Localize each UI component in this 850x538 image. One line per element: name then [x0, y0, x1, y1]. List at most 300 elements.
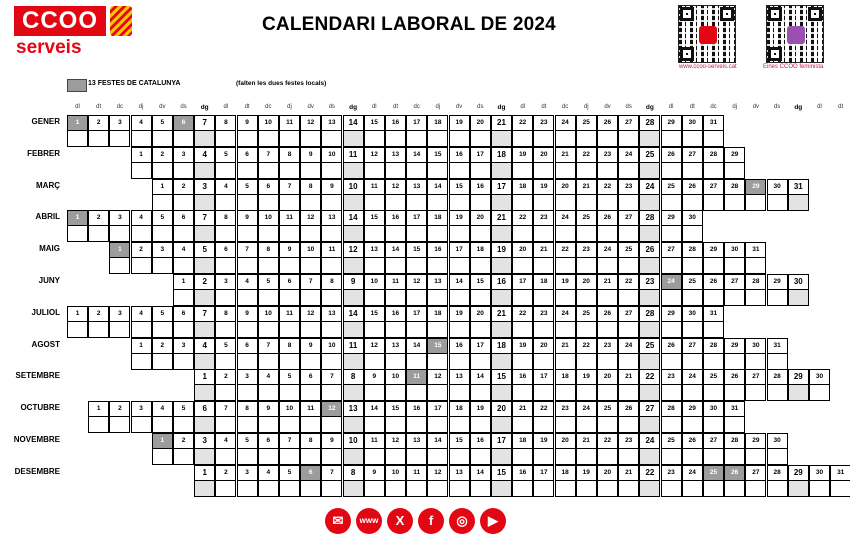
day-cell	[618, 179, 639, 211]
day-note-box	[215, 162, 236, 179]
day-number: 21	[491, 115, 512, 131]
day-number: 5	[173, 401, 194, 417]
day-number: 19	[491, 242, 512, 258]
day-note-box	[427, 480, 448, 497]
day-note-box	[279, 480, 300, 497]
day-number: 2	[173, 179, 194, 195]
day-cell	[682, 433, 703, 465]
day-cell	[364, 242, 385, 274]
day-note-box	[703, 480, 724, 497]
day-note-box	[364, 225, 385, 242]
day-note-box	[597, 289, 618, 306]
day-note-box	[618, 130, 639, 147]
day-cell	[237, 274, 258, 306]
day-cell	[597, 306, 618, 338]
day-cell	[533, 242, 554, 274]
x-icon[interactable]: X	[387, 508, 413, 534]
day-note-box	[194, 480, 215, 497]
day-number: 29	[767, 274, 788, 290]
day-note-box	[152, 130, 173, 147]
day-number: 16	[385, 210, 406, 226]
day-cell	[385, 338, 406, 370]
day-note-box	[194, 416, 215, 433]
sunday-day-cell	[343, 369, 364, 401]
day-number: 4	[131, 210, 152, 226]
day-note-box	[237, 225, 258, 242]
day-number: 21	[512, 401, 533, 417]
day-number: 30	[703, 401, 724, 417]
day-note-box	[682, 321, 703, 338]
day-number: 4	[194, 147, 215, 163]
day-note-box	[533, 321, 554, 338]
weekday-header: dt	[244, 104, 250, 110]
day-number: 13	[406, 433, 427, 449]
day-note-box	[152, 353, 173, 370]
qr-right-caption: Eines CCOO feminista	[763, 64, 824, 70]
sunday-day-cell	[491, 274, 512, 306]
day-number: 5	[237, 433, 258, 449]
month-label: JULIOL	[31, 307, 60, 317]
day-number: 17	[491, 179, 512, 195]
day-number: 3	[173, 338, 194, 354]
day-number: 24	[555, 115, 576, 131]
day-number: 26	[682, 433, 703, 449]
day-cell	[385, 465, 406, 497]
day-note-box	[173, 257, 194, 274]
day-number: 4	[194, 338, 215, 354]
day-number: 27	[724, 274, 745, 290]
day-cell	[661, 401, 682, 433]
day-cell	[661, 369, 682, 401]
day-note-box	[767, 384, 788, 401]
holiday-day-cell	[427, 338, 448, 370]
day-note-box	[533, 416, 554, 433]
day-number: 30	[809, 369, 830, 385]
day-cell	[512, 242, 533, 274]
day-note-box	[152, 257, 173, 274]
weekday-header: dc	[116, 104, 124, 110]
day-cell	[427, 115, 448, 147]
day-number: 9	[300, 147, 321, 163]
day-number: 6	[258, 433, 279, 449]
day-note-box	[661, 480, 682, 497]
day-cell	[576, 433, 597, 465]
day-note-box	[279, 225, 300, 242]
day-number: 12	[406, 274, 427, 290]
day-number: 16	[449, 338, 470, 354]
day-number: 9	[279, 242, 300, 258]
day-cell	[533, 338, 554, 370]
day-number: 19	[449, 306, 470, 322]
day-cell	[406, 433, 427, 465]
day-number: 14	[427, 179, 448, 195]
day-number: 11	[279, 115, 300, 131]
day-cell	[703, 369, 724, 401]
day-number: 15	[364, 210, 385, 226]
day-cell	[512, 210, 533, 242]
day-number: 12	[385, 179, 406, 195]
day-cell	[597, 115, 618, 147]
day-number: 4	[131, 306, 152, 322]
day-note-box	[576, 225, 597, 242]
day-number: 9	[364, 369, 385, 385]
day-note-box	[555, 257, 576, 274]
day-number: 1	[131, 338, 152, 354]
day-number: 4	[215, 433, 236, 449]
day-note-box	[173, 448, 194, 465]
day-cell	[152, 179, 173, 211]
day-note-box	[300, 448, 321, 465]
day-number: 9	[237, 210, 258, 226]
day-note-box	[237, 353, 258, 370]
day-cell	[364, 433, 385, 465]
day-cell	[406, 210, 427, 242]
day-cell	[533, 465, 554, 497]
day-cell	[682, 242, 703, 274]
day-cell	[724, 242, 745, 274]
day-cell	[173, 179, 194, 211]
day-cell	[427, 306, 448, 338]
day-note-box	[512, 480, 533, 497]
month-label: FEBRER	[27, 148, 60, 158]
day-cell	[703, 242, 724, 274]
day-number: 21	[491, 306, 512, 322]
day-note-box	[343, 448, 364, 465]
day-note-box	[152, 194, 173, 211]
day-note-box	[427, 257, 448, 274]
day-number: 29	[682, 401, 703, 417]
day-note-box	[618, 448, 639, 465]
day-cell	[470, 306, 491, 338]
day-note-box	[576, 480, 597, 497]
day-cell	[555, 147, 576, 179]
sunday-day-cell	[194, 306, 215, 338]
day-cell	[767, 369, 788, 401]
day-number: 9	[237, 306, 258, 322]
day-note-box	[449, 162, 470, 179]
sunday-day-cell	[194, 338, 215, 370]
day-number: 10	[321, 147, 342, 163]
day-note-box	[427, 194, 448, 211]
day-number: 14	[470, 465, 491, 481]
qr-code-ccoo-serveis[interactable]	[678, 5, 736, 63]
day-number: 26	[682, 179, 703, 195]
day-number: 1	[67, 115, 88, 131]
day-cell	[661, 338, 682, 370]
day-number: 20	[533, 338, 554, 354]
day-number: 2	[152, 147, 173, 163]
day-cell	[364, 369, 385, 401]
weekday-header: dj	[287, 104, 292, 110]
day-cell	[279, 115, 300, 147]
month-label: ABRIL	[35, 212, 60, 222]
day-note-box	[385, 448, 406, 465]
day-note-box	[406, 257, 427, 274]
day-number: 16	[470, 179, 491, 195]
weekday-header: dl	[371, 104, 377, 110]
day-number: 4	[237, 274, 258, 290]
day-cell	[576, 369, 597, 401]
day-number: 25	[576, 115, 597, 131]
day-number: 26	[724, 369, 745, 385]
weekday-header: dl	[817, 104, 822, 110]
day-note-box	[364, 353, 385, 370]
day-note-box	[555, 416, 576, 433]
day-note-box	[364, 384, 385, 401]
day-number: 23	[555, 401, 576, 417]
day-number: 3	[109, 115, 130, 131]
day-cell	[88, 210, 109, 242]
day-number: 25	[703, 369, 724, 385]
sunday-day-cell	[491, 306, 512, 338]
day-number: 5	[152, 210, 173, 226]
day-cell	[661, 433, 682, 465]
day-note-box	[343, 225, 364, 242]
day-cell	[215, 401, 236, 433]
sunday-day-cell	[343, 242, 364, 274]
day-cell	[173, 401, 194, 433]
instagram-icon[interactable]: ◎	[449, 508, 475, 534]
day-cell	[131, 147, 152, 179]
day-cell	[300, 115, 321, 147]
day-note-box	[703, 384, 724, 401]
day-note-box	[491, 225, 512, 242]
day-cell	[576, 210, 597, 242]
day-cell	[321, 338, 342, 370]
day-number: 29	[661, 115, 682, 131]
day-note-box	[385, 416, 406, 433]
weekday-header: dv	[307, 104, 314, 110]
day-number: 13	[343, 401, 364, 417]
day-cell	[512, 274, 533, 306]
day-number: 16	[406, 401, 427, 417]
day-number: 7	[194, 306, 215, 322]
day-cell	[512, 306, 533, 338]
day-cell	[745, 338, 766, 370]
day-cell	[724, 401, 745, 433]
day-cell	[533, 210, 554, 242]
day-cell	[427, 433, 448, 465]
weekday-header: dj	[435, 104, 441, 110]
day-cell	[682, 369, 703, 401]
day-number: 7	[279, 179, 300, 195]
day-number: 18	[491, 147, 512, 163]
day-number: 28	[703, 147, 724, 163]
day-number: 31	[745, 242, 766, 258]
day-number: 19	[576, 369, 597, 385]
day-cell	[555, 274, 576, 306]
day-note-box	[618, 225, 639, 242]
day-note-box	[321, 353, 342, 370]
day-number: 8	[343, 369, 364, 385]
day-number: 17	[406, 306, 427, 322]
day-cell	[682, 306, 703, 338]
sunday-day-cell	[491, 242, 512, 274]
day-cell	[597, 338, 618, 370]
day-cell	[618, 433, 639, 465]
day-note-box	[470, 353, 491, 370]
day-number: 12	[364, 338, 385, 354]
day-note-box	[661, 321, 682, 338]
day-note-box	[533, 194, 554, 211]
day-note-box	[406, 225, 427, 242]
day-cell	[449, 210, 470, 242]
month-label: NOVEMBRE	[13, 435, 60, 444]
day-note-box	[364, 162, 385, 179]
day-note-box	[449, 353, 470, 370]
day-note-box	[682, 194, 703, 211]
day-cell	[809, 465, 830, 497]
day-cell	[618, 147, 639, 179]
day-cell	[555, 433, 576, 465]
day-note-box	[215, 289, 236, 306]
day-cell	[215, 115, 236, 147]
day-note-box	[300, 416, 321, 433]
weekday-header: dj	[583, 104, 589, 110]
mail-icon[interactable]: ✉	[325, 508, 351, 534]
day-cell	[237, 147, 258, 179]
day-note-box	[215, 257, 236, 274]
day-note-box	[512, 162, 533, 179]
day-note-box	[237, 384, 258, 401]
qr-code-feminist[interactable]	[766, 5, 824, 63]
day-note-box	[152, 448, 173, 465]
day-note-box	[406, 194, 427, 211]
weekday-header: dc	[561, 104, 569, 110]
day-number: 26	[597, 210, 618, 226]
sunday-day-cell	[343, 147, 364, 179]
day-number: 19	[555, 274, 576, 290]
day-number: 23	[661, 465, 682, 481]
day-cell	[576, 242, 597, 274]
day-note-box	[661, 384, 682, 401]
day-note-box	[449, 448, 470, 465]
day-cell	[555, 179, 576, 211]
day-note-box	[788, 194, 809, 211]
day-cell	[300, 369, 321, 401]
day-number: 28	[639, 115, 660, 131]
day-number: 2	[109, 401, 130, 417]
day-note-box	[300, 130, 321, 147]
day-number: 26	[724, 465, 745, 481]
day-cell	[385, 115, 406, 147]
day-note-box	[279, 321, 300, 338]
day-note-box	[661, 416, 682, 433]
day-number: 30	[788, 274, 809, 290]
day-note-box	[194, 130, 215, 147]
day-number: 12	[321, 401, 342, 417]
day-cell	[215, 338, 236, 370]
day-note-box	[88, 225, 109, 242]
day-note-box	[131, 257, 152, 274]
day-note-box	[385, 162, 406, 179]
day-number: 1	[152, 433, 173, 449]
day-number: 20	[533, 147, 554, 163]
day-cell	[533, 115, 554, 147]
day-cell	[703, 147, 724, 179]
day-note-box	[343, 384, 364, 401]
sunday-day-cell	[194, 369, 215, 401]
youtube-icon[interactable]: ▶	[480, 508, 506, 534]
day-note-box	[173, 194, 194, 211]
day-cell	[618, 465, 639, 497]
day-cell	[364, 274, 385, 306]
weekday-header: dv	[159, 104, 166, 110]
day-cell	[555, 306, 576, 338]
day-number: 28	[682, 242, 703, 258]
day-cell	[237, 369, 258, 401]
day-number: 3	[194, 433, 215, 449]
day-note-box	[321, 162, 342, 179]
day-number: 29	[788, 465, 809, 481]
day-number: 21	[555, 338, 576, 354]
holiday-day-cell	[745, 179, 766, 211]
day-cell	[321, 147, 342, 179]
day-cell	[703, 306, 724, 338]
day-note-box	[321, 225, 342, 242]
day-number: 10	[385, 465, 406, 481]
day-number: 24	[618, 338, 639, 354]
day-cell	[258, 465, 279, 497]
day-number: 10	[258, 306, 279, 322]
day-number: 2	[215, 465, 236, 481]
day-note-box	[406, 384, 427, 401]
day-number: 23	[533, 115, 554, 131]
day-note-box	[279, 353, 300, 370]
sunday-day-cell	[491, 179, 512, 211]
day-cell	[364, 401, 385, 433]
day-number: 14	[343, 306, 364, 322]
day-cell	[470, 210, 491, 242]
day-note-box	[343, 321, 364, 338]
day-cell	[173, 338, 194, 370]
day-cell	[258, 179, 279, 211]
day-note-box	[512, 384, 533, 401]
day-cell	[703, 274, 724, 306]
day-cell	[449, 242, 470, 274]
day-note-box	[767, 194, 788, 211]
day-note-box	[258, 225, 279, 242]
sunday-day-cell	[491, 433, 512, 465]
day-note-box	[639, 194, 660, 211]
day-cell	[618, 242, 639, 274]
day-number: 11	[321, 242, 342, 258]
day-cell	[767, 465, 788, 497]
day-note-box	[470, 480, 491, 497]
day-note-box	[427, 448, 448, 465]
day-number: 5	[194, 242, 215, 258]
day-note-box	[576, 130, 597, 147]
day-note-box	[321, 384, 342, 401]
day-cell	[555, 401, 576, 433]
day-note-box	[194, 225, 215, 242]
day-cell	[576, 338, 597, 370]
day-number: 8	[279, 338, 300, 354]
day-number: 17	[533, 465, 554, 481]
facebook-icon[interactable]: f	[418, 508, 444, 534]
web-icon[interactable]: www	[356, 508, 382, 534]
day-note-box	[597, 480, 618, 497]
day-number: 11	[385, 274, 406, 290]
day-cell	[279, 369, 300, 401]
weekday-header: dt	[838, 104, 844, 110]
day-number: 8	[300, 433, 321, 449]
day-cell	[576, 115, 597, 147]
day-note-box	[258, 130, 279, 147]
day-cell	[661, 210, 682, 242]
sunday-day-cell	[194, 433, 215, 465]
weekday-header: dg	[349, 104, 358, 111]
